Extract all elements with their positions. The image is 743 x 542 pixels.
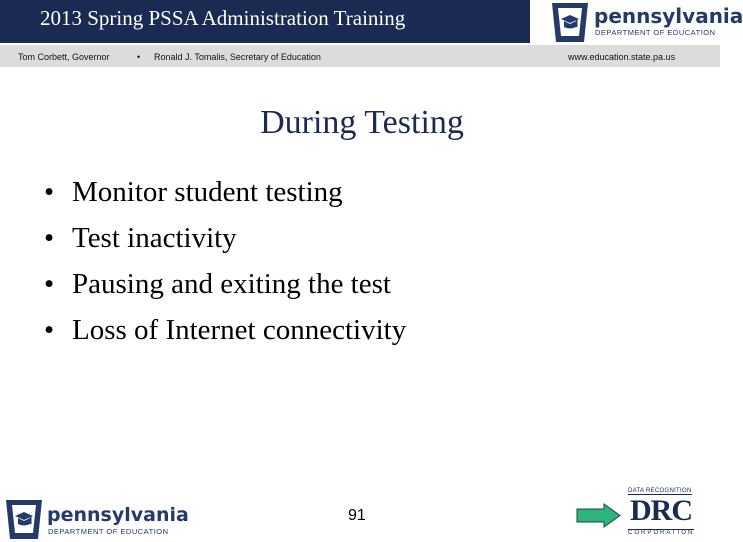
logo-wordmark: pennsylvania [594, 4, 743, 28]
bullet-text: Test inactivity [72, 222, 237, 254]
list-item [44, 220, 406, 266]
bullet-dot: • [44, 176, 55, 208]
drc-logo [628, 488, 710, 540]
slide-title: During Testing [260, 104, 464, 141]
next-slide-button[interactable] [576, 503, 621, 528]
keystone-icon [2, 496, 46, 542]
header-title: 2013 Spring PSSA Administration Training [40, 6, 406, 30]
bullet-text: Pausing and exiting the test [72, 268, 391, 300]
secretary-text: Ronald J. Tomalis, Secretary of Education [154, 52, 321, 62]
website-text: www.education.state.pa.us [568, 52, 676, 62]
bullet-dot: • [44, 222, 55, 254]
list-item [44, 174, 406, 220]
logo-wordmark: pennsylvania [47, 504, 189, 526]
bullet-dot: • [44, 314, 55, 346]
right-arrow-icon [576, 503, 621, 528]
bullet-text: Monitor student testing [72, 176, 343, 208]
list-item [44, 312, 406, 358]
keystone-icon [548, 0, 592, 44]
page-number: 91 [348, 507, 366, 524]
pa-logo-top [546, 0, 743, 44]
pa-logo-bottom [0, 492, 189, 540]
bullet-list [44, 174, 406, 358]
bullet-text: Loss of Internet connectivity [72, 314, 407, 346]
governor-text: Tom Corbett, Governor [18, 52, 110, 62]
bullet-dot: • [44, 268, 55, 300]
list-item [44, 266, 406, 312]
logo-dept: DEPARTMENT OF EDUCATION [48, 527, 169, 536]
drc-main-text: DRC [630, 494, 692, 527]
drc-bottom-text: CORPORATION [628, 530, 695, 536]
drc-top-text: DATA RECOGNITION [628, 488, 692, 494]
logo-dept: DEPARTMENT OF EDUCATION [595, 28, 716, 37]
separator-dot: • [137, 52, 141, 62]
